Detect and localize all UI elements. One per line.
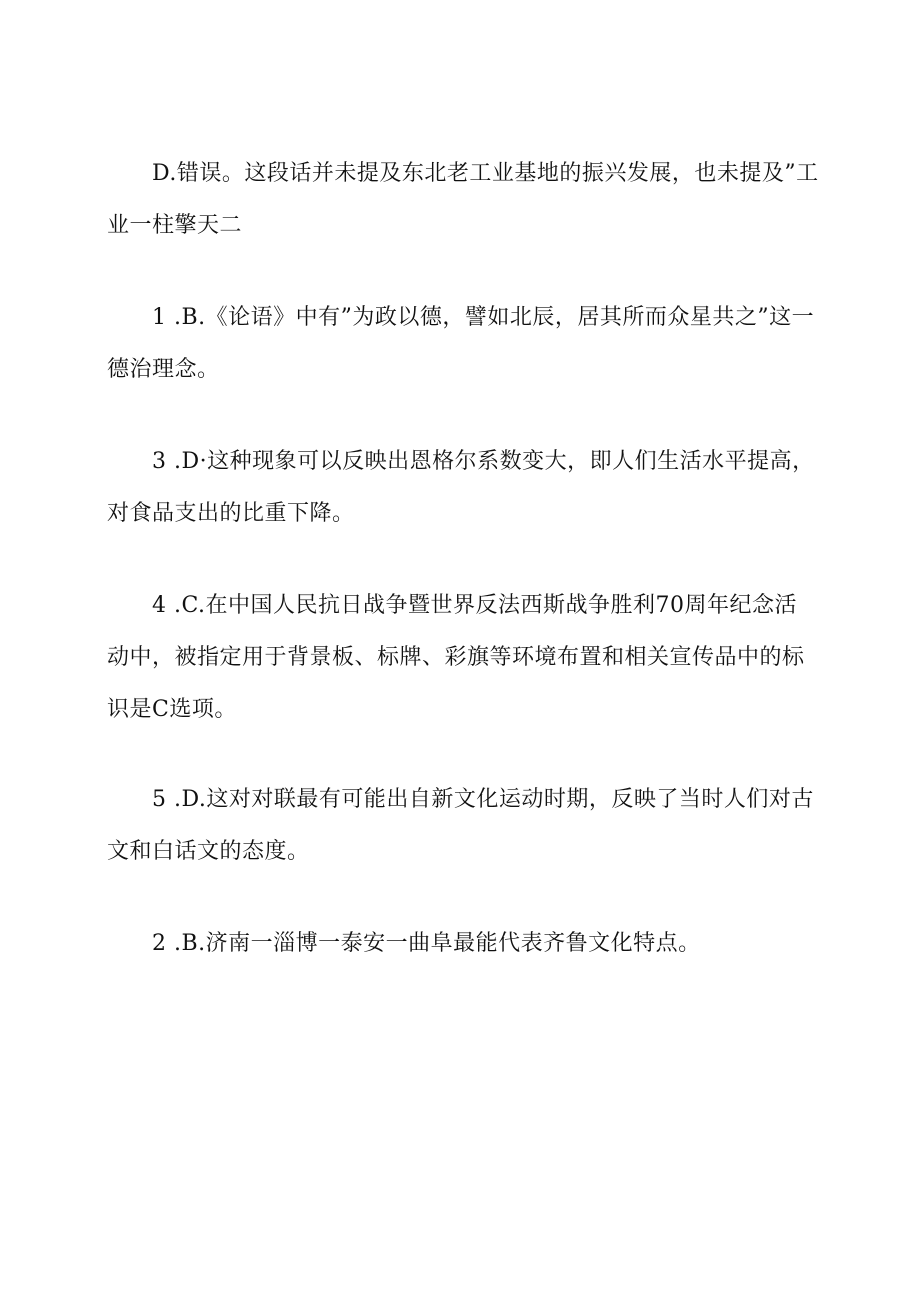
answer-paragraph-d-wrong: D.错误。这段话并未提及东北老工业基地的振兴发展，也未提及”工业一柱擎天二: [107, 161, 819, 238]
answer-paragraph-1: 1 .B.《论语》中有”为政以德，譬如北辰，居其所而众星共之”这一德治理念。: [107, 305, 815, 382]
answer-paragraph-4: 4 .C.在中国人民抗日战争暨世界反法西斯战争胜利70周年纪念活动中，被指定用于背景板、标牌、彩旗等环境布置和相关宣传品中的标识是C选项。: [107, 593, 805, 722]
answer-paragraph-2: 2 .B.济南一淄博一泰安一曲阜最能代表齐鲁文化特点。: [152, 931, 701, 956]
answer-paragraph-5: 5 .D.这对对联最有可能出自新文化运动时期，反映了当时人们对古文和白话文的态度。: [107, 787, 814, 864]
answer-paragraph-3: 3 .D·这种现象可以反映出恩格尔系数变大，即人们生活水平提高，对食品支出的比重下降。: [107, 449, 815, 526]
